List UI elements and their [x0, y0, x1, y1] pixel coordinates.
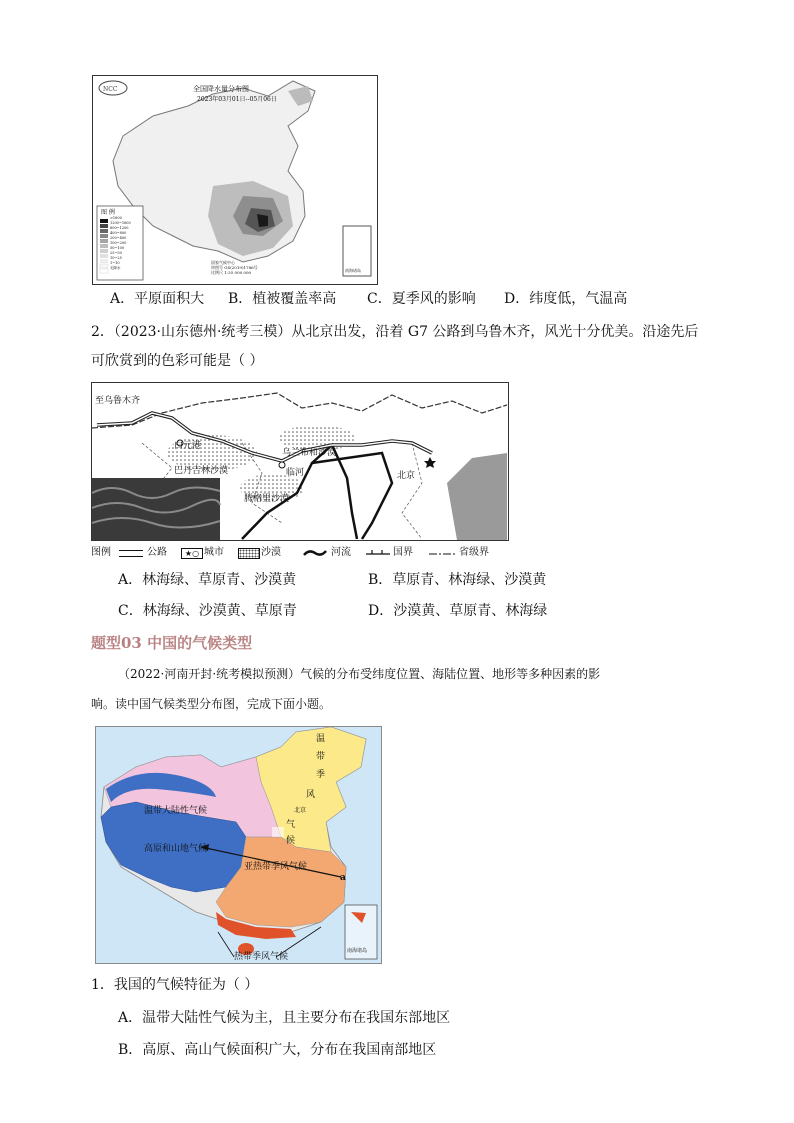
legend-province-symbol [429, 548, 455, 558]
legend-swatch-1600 [100, 219, 108, 223]
legend-swatch-400 [100, 234, 108, 238]
section-heading: 题型03 中国的气候类型 [91, 634, 253, 652]
q2-stem-line2: 可欣赏到的色彩可能是（ ） [91, 353, 264, 369]
legend-item: 200~400 [110, 236, 127, 240]
legend-swatch-50 [100, 249, 108, 253]
legend-item: 1~10 [110, 261, 120, 265]
legend-border-symbol [366, 548, 390, 558]
label-badain-jaran: 巴丹吉林沙漠 [174, 466, 229, 476]
label-temperate-char-5: 气 [286, 820, 296, 830]
legend-item: 400~800 [110, 231, 127, 235]
legend-swatch-200 [100, 239, 108, 243]
label-beijing: 北京 [294, 807, 307, 814]
legend-item: 10~25 [110, 256, 122, 260]
legend-item: 100~200 [110, 241, 127, 245]
legend-title: 图例 [91, 547, 111, 558]
legend-item: 1200~1600 [110, 221, 131, 225]
q2-option-d: D．沙漠黄、草原青、林海绿 [368, 603, 548, 619]
map1-title: 全国降水量分布图 [193, 85, 249, 93]
map1-scale: 比例尺 1:35 000 000 [211, 270, 252, 275]
legend-item: 50~100 [110, 246, 125, 250]
legend-road: 公路 [147, 547, 167, 558]
map1-source-org: 国家气候中心 [211, 260, 235, 265]
label-temperate-char-1: 温 [316, 734, 326, 744]
label-subtropical-monsoon: 亚热带季风气候 [244, 862, 308, 872]
q3-stem: 1．我国的气候特征为（ ） [91, 977, 259, 993]
bohai-sea [447, 453, 507, 540]
label-baiyanjing: 白元港 [174, 441, 202, 451]
climate-type-map [95, 726, 382, 964]
q1-option-a: A．平原面积大 [110, 291, 205, 307]
map1-source-approval: 审图号 GS(2019)1786号 [211, 265, 258, 270]
q1-option-b: B．植被覆盖率高 [228, 291, 337, 307]
legend-swatch-10 [100, 259, 108, 263]
legend-item: 800~1200 [110, 226, 129, 230]
legend-city: 城市 [204, 547, 224, 558]
legend-swatch-100 [100, 244, 108, 248]
label-beijing: 北京 [397, 471, 416, 481]
legend-river-symbol [303, 548, 327, 558]
legend-desert: 沙漠 [261, 547, 281, 558]
label-plateau-mountain: 高原和山地气候 [144, 844, 208, 854]
label-point-a: a [340, 873, 346, 883]
g7-map-legend [91, 546, 507, 560]
intro-line1: （2022·河南开封·统考模拟预测）气候的分布受纬度位置、海陆位置、地形等多种因素的影 [118, 667, 601, 681]
legend-item: >1600 [110, 216, 122, 220]
label-temperate-char-3: 季 [316, 770, 326, 780]
q2-option-c: C．林海绿、沙漠黄、草原青 [118, 603, 297, 619]
legend-river: 河流 [331, 547, 351, 558]
g7-route-map-graphic [92, 383, 508, 540]
tropical-pointer-1 [218, 932, 234, 957]
legend-desert-symbol [238, 548, 260, 559]
legend-swatch-1 [100, 264, 108, 268]
climate-type-map-graphic [96, 727, 381, 963]
precipitation-map-graphic [93, 76, 377, 284]
label-tengger: 腾格里沙漠 [244, 494, 290, 504]
label-temperate-continental: 温带大陆性气候 [144, 806, 208, 816]
label-temperate-char-6: 候 [286, 836, 296, 846]
q1-option-d: D．纬度低，气温高 [504, 291, 628, 307]
legend-item: 25~50 [110, 251, 122, 255]
map1-inset-label: 南海诸岛 [345, 268, 361, 273]
label-temperate-char-2: 带 [316, 752, 326, 762]
label-temperate-char-4: 风 [306, 790, 316, 800]
map1-legend-list [110, 216, 131, 271]
beijing-star [424, 457, 436, 468]
label-ulan-buh: 乌兰布和沙漠 [282, 448, 337, 458]
label-linhe: 临河 [286, 468, 305, 478]
legend-swatch-25 [100, 254, 108, 258]
label-urumqi: 至乌鲁木齐 [95, 396, 141, 406]
ncc-logo-mark: NCC [103, 86, 118, 93]
legend-road-symbol [119, 550, 143, 557]
q2-stem-line1: 2．（2023·山东德州·统考三模）从北京出发，沿着 G7 公路到乌鲁木齐，风光十分优美。沿途先后 [91, 324, 699, 340]
legend-border: 国界 [393, 547, 413, 558]
beijing-area [272, 827, 284, 837]
map1-source [211, 260, 258, 275]
precipitation-map [92, 75, 378, 285]
legend-city-symbol: ★○ [181, 548, 203, 559]
q2-option-a: A．林海绿、草原青、沙漠黄 [118, 572, 297, 588]
legend-item: 无降水 [110, 266, 121, 270]
legend-swatch-0 [100, 269, 108, 273]
label-inset: 南海诸岛 [347, 948, 368, 954]
river-branch [312, 453, 392, 539]
map1-date-range: 2023年03月01日--05月06日 [197, 96, 277, 103]
label-tropical-monsoon: 热带季风气候 [234, 952, 289, 962]
intro-line2: 响。读中国气候类型分布图，完成下面小题。 [91, 697, 332, 711]
legend-swatch-1200 [100, 224, 108, 228]
g7-route-map [91, 382, 509, 541]
national-border [92, 393, 507, 428]
legend-province: 省级界 [459, 547, 489, 558]
q1-option-c: C．夏季风的影响 [367, 291, 476, 307]
q3-option-a: A．温带大陆性气候为主，且主要分布在我国东部地区 [118, 1010, 451, 1026]
legend-swatch-800 [100, 229, 108, 233]
city-marker-linhe [279, 462, 285, 468]
q3-option-b: B．高原、高山气候面积广大，分布在我国南部地区 [118, 1042, 437, 1058]
map1-legend-title: 图 例 [101, 209, 115, 216]
q2-option-b: B．草原青、林海绿、沙漠黄 [368, 572, 547, 588]
